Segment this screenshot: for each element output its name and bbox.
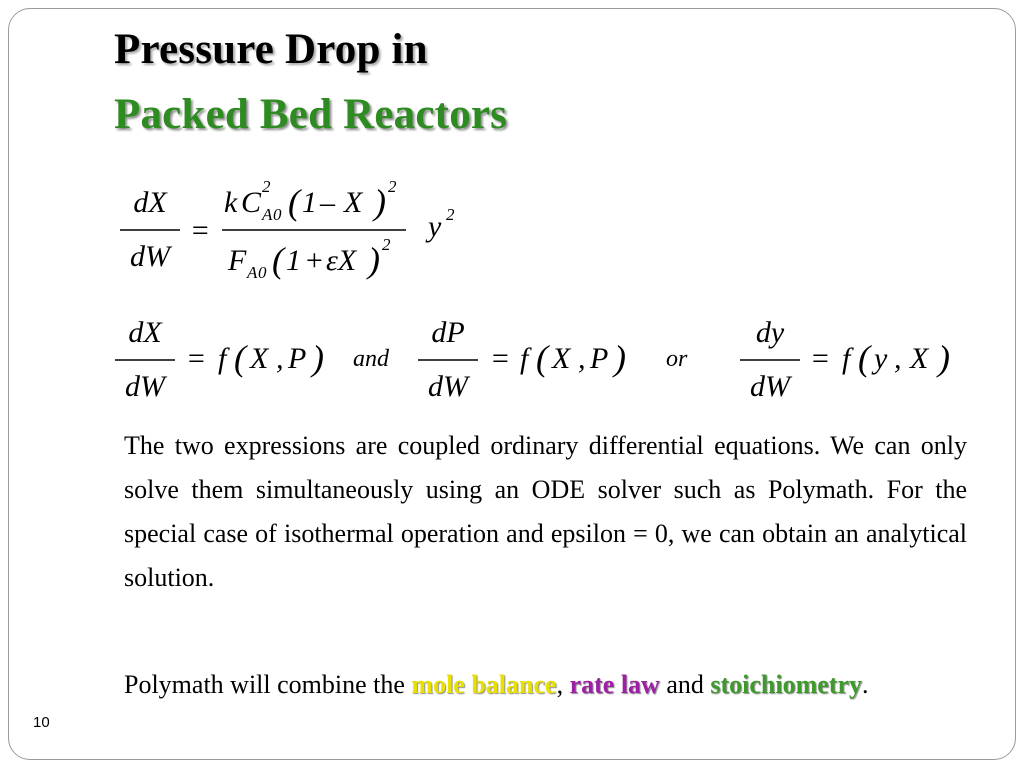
svg-text:): ) [614,338,626,378]
coupled-equations-graphic [110,312,980,412]
svg-text:): ) [312,338,324,378]
main-equation [110,170,470,290]
svg-text:k: k [224,186,238,219]
svg-text:): ) [374,182,386,222]
slide-title-line1: Pressure Drop in [114,26,428,73]
eq3-numerator: dy [755,316,785,349]
svg-text:1: 1 [302,186,317,219]
p2-separator-1: , [556,670,570,699]
svg-text:0: 0 [273,205,282,224]
svg-text:εX: εX [326,244,357,277]
eq1-equals: = [186,342,207,375]
eq2-numerator: dP [431,316,465,349]
svg-text:,: , [276,342,284,375]
svg-text:,: , [578,342,586,375]
lhs-denominator: dW [130,240,170,273]
svg-text:A: A [262,205,273,224]
svg-text:+: + [304,244,325,277]
svg-text:X: X [552,342,571,375]
main-equation-graphic [110,170,470,290]
svg-text:f: f [842,342,851,375]
connector-and: and [353,346,389,372]
svg-text:): ) [368,240,380,280]
svg-text:1: 1 [286,244,301,277]
svg-text:0: 0 [258,263,267,282]
eq2-denominator: dW [428,370,468,403]
svg-text:F: F [228,244,247,277]
svg-text:A: A [247,263,258,282]
svg-text:X: X [250,342,269,375]
eq1-numerator: dX [128,316,162,349]
svg-text:(: ( [272,240,284,280]
svg-text:,: , [894,342,902,375]
term-rate-law: rate law [569,670,660,699]
rhs-numerator [224,177,397,224]
svg-text:): ) [938,338,950,378]
svg-text:2: 2 [382,235,391,254]
svg-text:X: X [344,186,363,219]
lhs-numerator: dX [133,186,167,219]
svg-text:(: ( [234,338,246,378]
eq2-equals: = [490,342,511,375]
svg-text:P: P [288,342,307,375]
svg-text:2: 2 [262,177,271,196]
y-squared-factor [425,205,455,243]
p2-suffix: . [862,670,869,699]
slide-title-line2: Packed Bed Reactors [114,91,508,138]
body-paragraph-1: The two expressions are coupled ordinary differential equations. We can only solve them simultaneously using an ODE solver such as Polymath. For the special case of isothermal operation and epsilon = 0, we can obtain an analytical solution. [124,431,967,592]
eq1-denominator: dW [125,370,165,403]
svg-text:2: 2 [388,177,397,196]
svg-text:C: C [241,186,262,219]
page-number: 10 [33,714,50,731]
svg-text:y: y [428,210,442,243]
svg-text:y: y [874,342,888,375]
svg-text:(: ( [858,338,870,378]
svg-text:X: X [910,342,929,375]
svg-text:(: ( [288,182,300,222]
equals-sign: = [189,214,211,247]
svg-text:(: ( [536,338,548,378]
eq3-equals: = [810,342,831,375]
svg-text:–: – [320,186,335,219]
p2-separator-2: and [659,670,711,699]
svg-text:f: f [520,342,529,375]
connector-or: or [666,346,688,372]
svg-text:f: f [218,342,227,375]
eq3-denominator: dW [750,370,790,403]
body-paragraph-2 [124,664,967,706]
coupled-equations [110,312,980,412]
rhs-denominator [227,235,391,282]
svg-text:2: 2 [446,205,455,224]
svg-text:P: P [590,342,609,375]
term-mole-balance: mole balance [411,670,557,699]
term-stoichiometry: stoichiometry [710,670,862,699]
p2-prefix: Polymath will combine the [124,670,412,699]
